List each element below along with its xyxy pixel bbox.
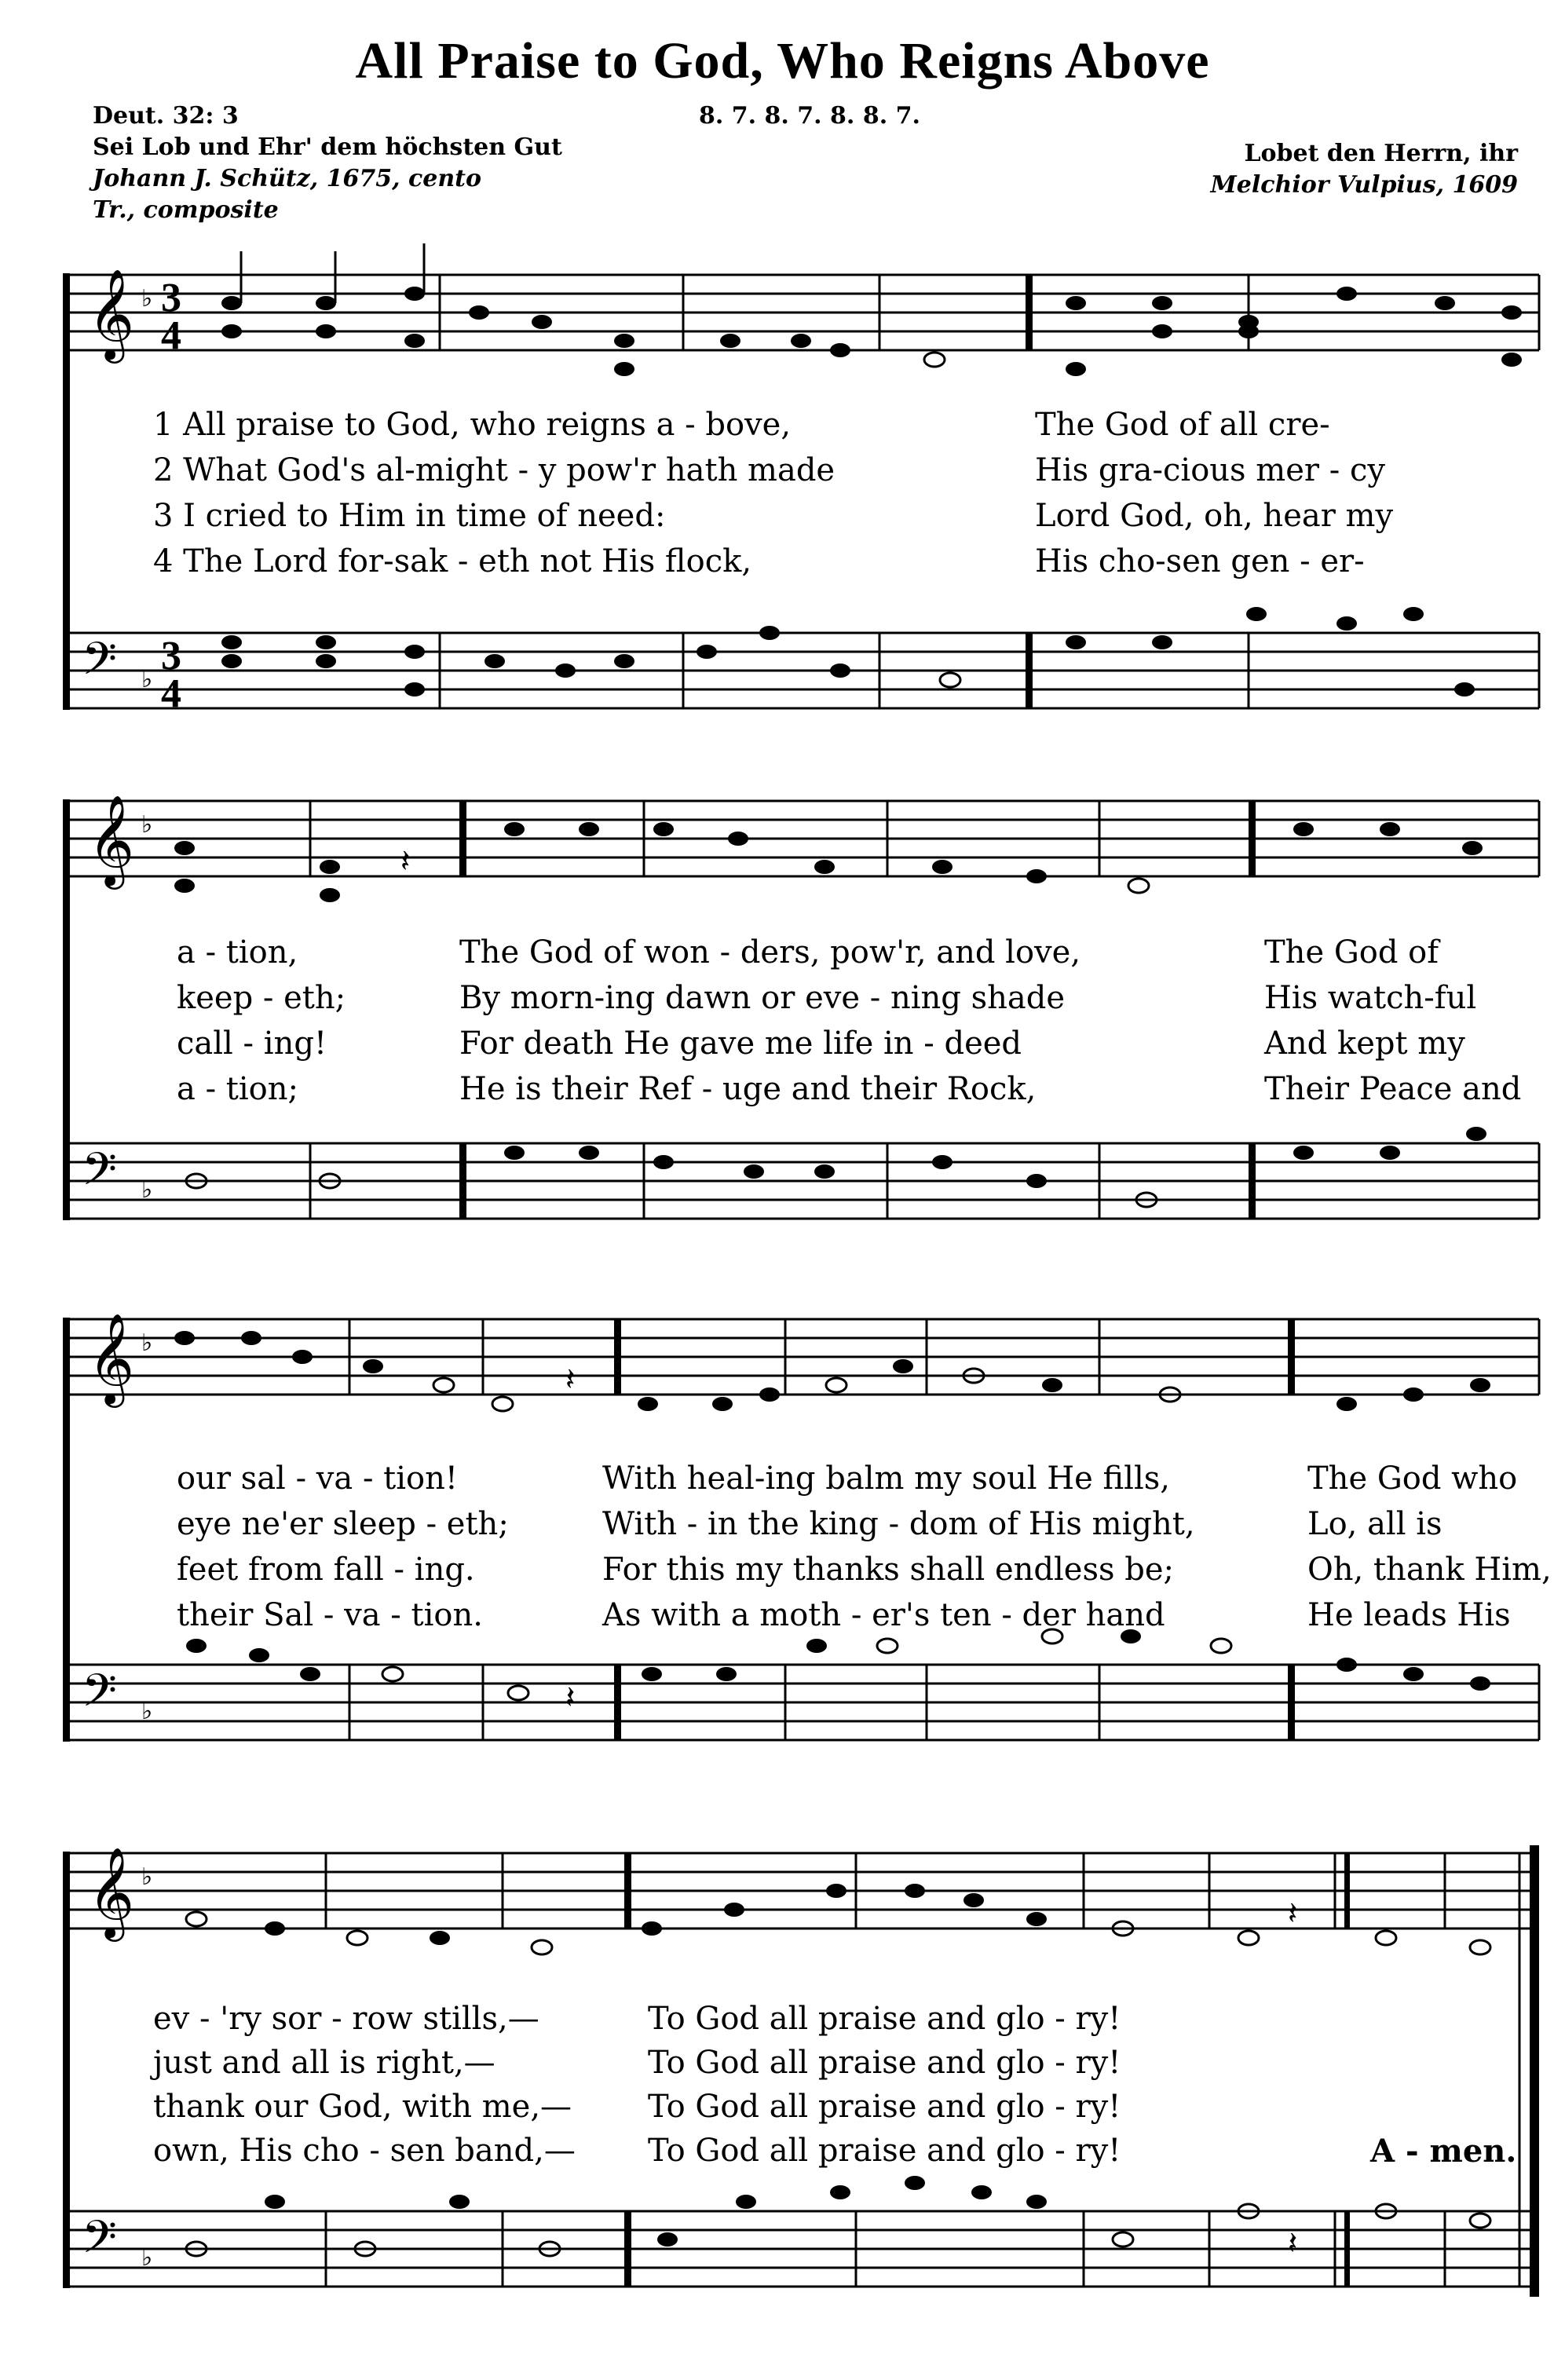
lyric-v1-a: 1 All praise to God, who reigns a - bove, [153, 407, 792, 443]
lyric-v1-a: a - tion, [177, 934, 298, 971]
lyric-v4-a: own, His cho - sen band,— [153, 2133, 576, 2169]
bass-clef-icon: 𝄢 [82, 1142, 118, 1207]
treble-notes [221, 243, 1522, 376]
key-signature-flat-icon: ♭ [141, 1698, 153, 1725]
rest-icon: 𝄽 [400, 843, 411, 879]
lyric-v3-b: For death He gave me life in - deed [459, 1025, 1022, 1062]
tune-name: Lobet den Herrn, ihr [1244, 140, 1518, 167]
translator: Tr., composite [93, 196, 279, 224]
bass-clef-icon: 𝄢 [82, 1664, 118, 1728]
lyric-v2-b: With - in the king - dom of His might, [602, 1506, 1195, 1542]
text-author: Johann J. Schütz, 1675, cento [93, 165, 482, 192]
meter: 8. 7. 8. 7. 8. 8. 7. [699, 102, 920, 130]
svg-text:3: 3 [161, 634, 181, 678]
key-signature-flat-icon: ♭ [141, 1863, 153, 1891]
treble-clef-icon: 𝄞 [88, 268, 135, 360]
bass-clef-icon: 𝄢 [82, 632, 118, 696]
lyric-v1-b: To God all praise and glo - ry! [648, 2001, 1121, 2037]
lyric-v4-a: 4 The Lord for-sak - eth not His flock, [153, 543, 752, 579]
lyric-v2-b: His gra-cious mer - cy [1035, 452, 1385, 488]
treble-clef-icon: 𝄞 [88, 794, 135, 886]
key-signature-flat-icon: ♭ [141, 666, 153, 693]
lyric-v2-b: To God all praise and glo - ry! [648, 2045, 1121, 2081]
lyric-v3-a: call - ing! [177, 1025, 327, 1062]
lyric-v4-c: Their Peace and [1264, 1071, 1522, 1107]
rest-icon: 𝄽 [1288, 2225, 1298, 2261]
lyric-v4-b: To God all praise and glo - ry! [648, 2133, 1121, 2169]
key-signature-flat-icon: ♭ [141, 2244, 153, 2272]
lyric-v4-b: His cho-sen gen - er- [1035, 543, 1365, 579]
composer: Melchior Vulpius, 1609 [1210, 171, 1518, 199]
lyric-v1-c: The God who [1307, 1461, 1518, 1497]
lyric-v1-c: The God of [1264, 934, 1439, 971]
lyric-v3-c: And kept my [1264, 1025, 1465, 1062]
lyric-v2-a: keep - eth; [177, 980, 346, 1016]
lyric-v3-a: thank our God, with me,— [153, 2089, 572, 2125]
key-signature-flat-icon: ♭ [141, 1176, 153, 1204]
lyric-v4-a: a - tion; [177, 1071, 298, 1107]
lyric-v2-a: eye ne'er sleep - eth; [177, 1506, 509, 1542]
lyric-v3-b: To God all praise and glo - ry! [648, 2089, 1121, 2125]
lyric-v3-a: 3 I cried to Him in time of need: [153, 498, 666, 534]
lyric-v4-b: He is their Ref - uge and their Rock, [459, 1071, 1037, 1107]
lyric-v3-b: For this my thanks shall endless be; [602, 1552, 1174, 1588]
rest-icon: 𝄽 [565, 1362, 576, 1398]
rest-icon: 𝄽 [565, 1680, 576, 1716]
svg-text:4: 4 [161, 313, 181, 358]
key-signature-flat-icon: ♭ [141, 1329, 153, 1357]
lyric-v3-b: Lord God, oh, hear my [1035, 498, 1394, 534]
treble-clef-icon: 𝄞 [88, 1312, 135, 1404]
hymn-title: All Praise to God, Who Reigns Above [355, 32, 1210, 90]
lyric-v1-b: The God of won - ders, pow'r, and love, [459, 934, 1081, 971]
lyric-v2-a: 2 What God's al-might - y pow'r hath made [153, 452, 836, 488]
lyric-v2-c: His watch-ful [1264, 980, 1477, 1016]
lyric-v1-a: ev - 'ry sor - row stills,— [153, 2001, 539, 2037]
lyric-v4-b: As with a moth - er's ten - der hand [602, 1597, 1165, 1633]
bass-clef-icon: 𝄢 [82, 2210, 118, 2275]
lyric-v1-b: With heal-ing balm my soul He fills, [602, 1461, 1171, 1497]
lyric-v1-b: The God of all cre- [1035, 407, 1330, 443]
svg-text:4: 4 [161, 671, 181, 716]
lyric-v2-b: By morn-ing dawn or eve - ning shade [459, 980, 1066, 1016]
key-signature-flat-icon: ♭ [141, 285, 153, 313]
lyric-v4-c: He leads His [1307, 1597, 1511, 1633]
scripture-reference: Deut. 32: 3 [93, 102, 239, 130]
treble-clef-icon: 𝄞 [88, 1846, 135, 1938]
lyric-v2-c: Lo, all is [1307, 1506, 1443, 1542]
amen: A - men. [1370, 2133, 1517, 2170]
lyric-v3-c: Oh, thank Him, [1307, 1552, 1552, 1588]
lyric-v3-a: feet from fall - ing. [177, 1552, 475, 1588]
lyric-v2-a: just and all is right,— [153, 2045, 495, 2081]
key-signature-flat-icon: ♭ [141, 811, 153, 839]
original-title: Sei Lob und Ehr' dem höchsten Gut [93, 133, 562, 161]
rest-icon: 𝄽 [1288, 1896, 1298, 1932]
lyric-v4-a: their Sal - va - tion. [177, 1597, 483, 1633]
svg-text:3: 3 [161, 276, 181, 320]
text-source-info [93, 101, 562, 226]
tune-info [1211, 138, 1518, 201]
lyric-v1-a: our sal - va - tion! [177, 1461, 458, 1497]
